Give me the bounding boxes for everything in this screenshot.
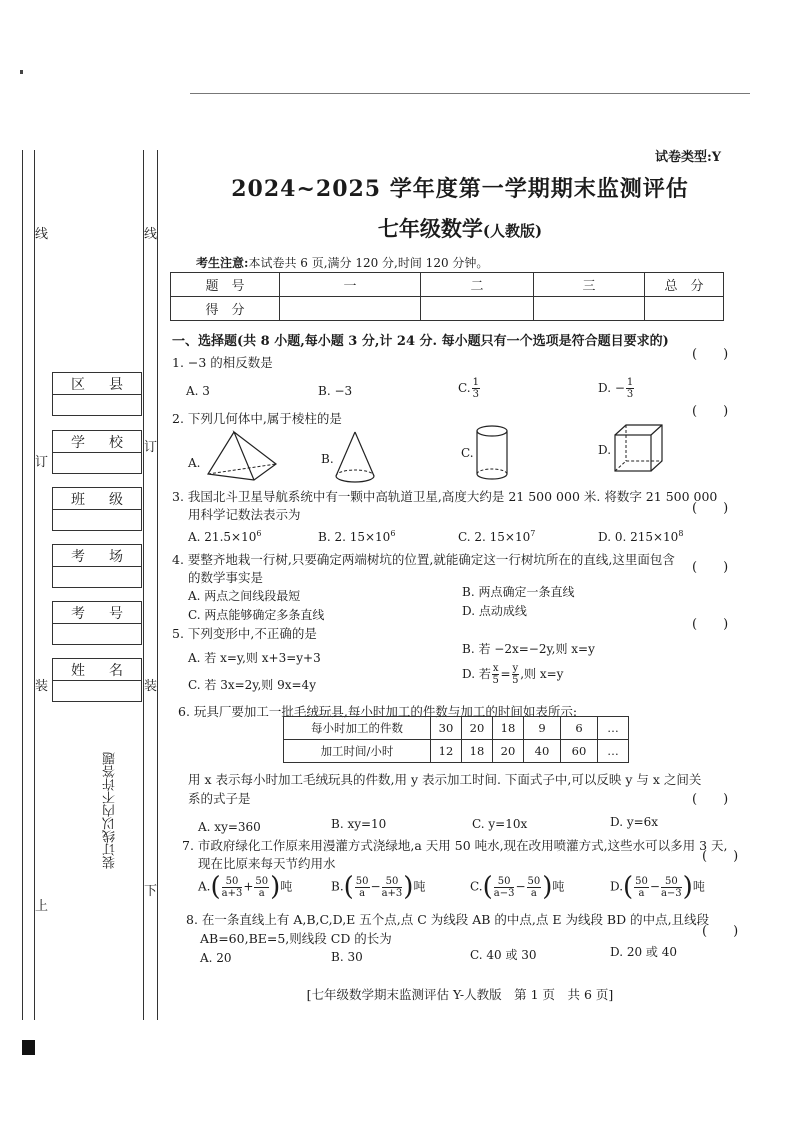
field-exam-number[interactable] [52,601,142,645]
fraction-denominator: a [530,887,537,899]
q2-answer-blank[interactable]: ( ) [692,404,729,419]
fraction-numerator: 1 [626,377,634,388]
q8-option-b: B. 30 [331,950,363,964]
field-label-char: 学 [71,434,85,451]
field-label-char: 区 [71,376,85,393]
fraction [661,876,682,899]
fraction [382,876,403,899]
fraction [492,663,500,686]
field-label-char: 考 [71,548,85,565]
fraction-denominator: a [638,887,645,899]
field-label-char: 县 [109,376,123,393]
paren: ) [403,872,414,902]
score-header-cell: 总 分 [645,273,724,297]
field-class[interactable] [52,487,142,531]
q6-option-c: C. y=10x [472,817,528,831]
fraction [494,876,515,899]
q3-stem-line2: 用科学记数法表示为 [188,507,301,522]
q6-stem: 6. 玩具厂要加工一批毛绒玩具,每小时加工的件数与加工的时间如表所示: [178,704,578,719]
field-blank[interactable] [52,623,142,645]
q7-stem-line1: 7. 市政府绿化工作原来用漫灌方式浇绿地,a 天用 50 吨水,现在改用喷灌方式,这些水可以多用 3 天, [182,838,728,853]
q7-option-b-label: B. [331,879,344,894]
q3-option-c [458,529,535,544]
exam-subtitle [180,213,740,243]
field-label-char: 考 [71,605,85,622]
q1-option-c-label: C. [458,381,471,395]
paren: ( [343,872,354,902]
q1-option-d [598,377,635,400]
fraction [626,377,634,400]
fraction-denominator: a+3 [381,887,403,899]
q3-option-a [188,529,261,544]
score-header-cell: 题 号 [171,273,280,297]
q6-table-cell: 60 [561,740,598,763]
q6-table-cell: 18 [462,740,493,763]
q5-stem: 5. 下列变形中,不正确的是 [172,626,317,641]
fraction-denominator: a−3 [493,887,515,899]
fraction-numerator: 50 [661,876,682,888]
fraction-numerator: x [492,663,499,674]
q3-stem-line1: 3. 我国北斗卫星导航系统中有一颗中高轨道卫星,高度大约是 21 500 000 米. 将数字 21 500 000 [172,489,718,504]
q7-option-a: A.( $\frac{50}{a+3}$ + $\frac{50}{a}$ )吨 [198,872,293,902]
q7-option-d-label: D. [610,879,624,894]
q2-option-d: D. [598,443,612,457]
triangular-pyramid-icon [204,430,280,482]
q6-table-cell: … [598,740,629,763]
q1-option-b: B. −3 [318,384,353,398]
unit: 吨 [552,879,565,894]
q6-table [283,716,629,763]
field-school[interactable] [52,430,142,474]
cube-icon [612,422,664,476]
fraction-numerator: 50 [222,876,243,888]
fraction-denominator: a−3 [660,887,682,899]
field-blank[interactable] [52,566,142,588]
score-table [170,272,724,321]
q7-stem-line2: 现在比原来每天节约用水 [198,856,336,871]
q1-stem: 1. −3 的相反数是 [172,355,273,370]
q8-answer-blank[interactable]: ( ) [702,924,739,939]
binding-line-outer [22,150,23,1020]
q2-option-c: C. [461,446,474,460]
field-district[interactable] [52,372,142,416]
q5-option-d [462,663,563,686]
binding-char-ding-right: 订 [144,440,158,455]
notice-text: 本试卷共 6 页,满分 120 分,时间 120 分钟。 [248,256,489,270]
score-label-cell: 得 分 [171,297,280,321]
q3-option-b-text: B. 2. 15×10 [318,530,391,544]
field-label-char: 姓 [71,662,85,679]
binding-line-2 [34,150,35,1020]
fraction-numerator: 1 [472,377,479,388]
fraction-numerator: 50 [494,876,515,888]
equals-sign: = [500,667,511,681]
binding-line-inner [157,150,158,1020]
binding-char-shang: 上 [35,899,49,914]
cone-icon [334,430,376,486]
field-label-char: 号 [109,605,123,622]
notice-label: 考生注意: [196,256,249,270]
binding-char-zhuang-left: 装 [35,679,49,694]
edition: (人教版) [482,222,543,240]
field-blank[interactable] [52,509,142,531]
exponent: 6 [390,529,396,538]
q2-stem: 2. 下列几何体中,属于棱柱的是 [172,411,342,426]
unit: 吨 [280,879,293,894]
score-cell[interactable] [280,297,421,321]
fraction-numerator: 50 [635,875,648,887]
score-header-cell: 二 [421,273,534,297]
fraction [634,876,649,899]
q1-option-a: A. 3 [186,384,210,398]
fraction-numerator: 50 [527,875,541,887]
binding-warning: 装订线以内不许答题 [103,752,118,869]
q6-table-cell: 18 [493,717,524,740]
fraction-denominator: 3 [626,389,634,400]
q3-answer-blank[interactable]: ( ) [692,501,729,516]
q5-option-c: C. 若 3x=2y,则 9x=4y [188,678,316,692]
fraction-numerator: 50 [355,875,369,887]
fraction [222,876,243,899]
q2-option-a: A. [188,456,201,470]
q4-stem-line2: 的数学事实是 [188,570,264,585]
exponent: 8 [678,529,684,538]
q5-option-a: A. 若 x=y,则 x+3=y+3 [188,651,321,665]
q5-option-d-pre: D. 若 [462,667,491,681]
fraction-denominator: 5 [512,675,519,686]
binding-char-xian-left: 线 [35,227,49,242]
fraction-denominator: a+3 [221,887,243,899]
field-label-char: 级 [109,491,123,508]
q3-option-c-text: C. 2. 15×10 [458,530,531,544]
field-name[interactable] [52,658,142,702]
fraction [254,876,269,899]
q5-option-b: B. 若 −2x=−2y,则 x=y [462,642,595,656]
cylinder-icon [474,424,510,482]
binding-char-ding-left: 订 [35,455,49,470]
field-blank[interactable] [52,394,142,416]
fraction [355,876,370,899]
q4-stem-line1: 4. 要整齐地栽一行树,只要确定两端树坑的位置,就能确定这一行树坑所在的直线,这里面包含 [172,552,675,567]
q6-option-b: B. xy=10 [331,817,387,831]
exponent: 7 [530,529,536,538]
exam-title: 2024~2025 学年度第一学期期末监测评估 [231,176,689,202]
subject-name: 七年级数学 [377,216,483,241]
paren: ) [542,872,553,902]
q3-option-b [318,529,395,544]
fraction-numerator: y [512,663,519,674]
q6-table-cell: 40 [524,740,561,763]
field-label-char: 校 [109,434,123,451]
paper-type: 试卷类型:Y [655,150,722,165]
q6-table-cell: 20 [493,740,524,763]
field-label-char: 名 [109,662,123,679]
score-cell[interactable] [534,297,645,321]
unit: 吨 [413,879,426,894]
q5-option-d-post: ,则 x=y [520,667,564,681]
q7-option-a-label: A. [198,879,211,894]
q6-table-label: 每小时加工的件数 [284,717,431,740]
fraction-denominator: 3 [472,389,479,400]
fraction [472,377,480,400]
q8-stem-line1: 8. 在一条直线上有 A,B,C,D,E 五个点,点 C 为线段 AB 的中点,点 E 为线段 BD 的中点,且线段 [186,912,710,927]
q6-answer-blank[interactable]: ( ) [692,792,729,807]
fraction [527,876,542,899]
q8-option-c: C. 40 或 30 [470,948,537,962]
q7-option-c-label: C. [470,879,483,894]
q7-option-d: D.( $\frac{50}{a}$ − $\frac{50}{a-3}$ )吨 [610,872,705,902]
page-footer: [七年级数学期末监测评估 Y-人教版 第 1 页 共 6 页] [306,987,614,1002]
q7-option-b: B.( $\frac{50}{a}$ − $\frac{50}{a+3}$ )吨 [331,872,426,902]
q6-table-cell: 30 [431,717,462,740]
q4-option-a: A. 两点之间线段最短 [188,589,301,603]
binding-char-zhuang-right: 装 [144,679,158,694]
exam-notice [196,254,488,271]
field-exam-room[interactable] [52,544,142,588]
q4-option-c: C. 两点能够确定多条直线 [188,608,325,622]
q5-answer-blank[interactable]: ( ) [692,617,729,632]
q6-option-d: D. y=6x [610,815,659,829]
q8-stem-line2: AB=60,BE=5,则线段 CD 的长为 [200,931,392,946]
q3-option-d-text: D. 0. 215×10 [598,530,679,544]
q6-option-a: A. xy=360 [198,820,261,834]
field-blank[interactable] [52,680,142,702]
scan-corner-mark [22,1040,35,1055]
q6-desc-line2: 系的式子是 [188,791,251,806]
fraction-denominator: 5 [492,675,499,686]
q8-option-d: D. 20 或 40 [610,945,677,959]
q4-option-b: B. 两点确定一条直线 [462,585,575,599]
fraction-numerator: 50 [382,876,403,888]
q6-table-label: 加工时间/小时 [284,740,431,763]
binding-char-xian-right: 线 [144,227,158,242]
paren: ( [623,872,634,902]
exponent: 6 [256,529,262,538]
paren: ) [682,872,693,902]
paren: ( [482,872,493,902]
q1-option-c [458,377,481,400]
q3-option-a-text: A. 21.5×10 [188,530,257,544]
q7-answer-blank[interactable]: ( ) [702,849,739,864]
score-header-cell: 三 [534,273,645,297]
q6-desc-line1: 用 x 表示每小时加工毛绒玩具的件数,用 y 表示加工时间. 下面式子中,可以反映 y 与 x 之间关 [188,772,702,787]
q1-answer-blank[interactable]: ( ) [692,347,729,362]
q6-table-cell: … [598,717,629,740]
q6-table-cell: 12 [431,740,462,763]
score-cell[interactable] [421,297,534,321]
q1-option-d-label: D. − [598,381,625,395]
field-label-char: 场 [109,548,123,565]
top-rule [190,93,750,94]
q6-table-cell: 9 [524,717,561,740]
paren: ) [270,872,281,902]
paren: ( [210,872,221,902]
q8-option-a: A. 20 [200,951,232,965]
q2-option-b: B. [321,452,334,466]
score-header-cell: 一 [280,273,421,297]
score-cell[interactable] [645,297,724,321]
fraction-denominator: a [359,887,366,899]
scan-speck [20,70,23,74]
field-label-char: 班 [71,491,85,508]
binding-char-xia: 下 [144,884,158,899]
q6-table-cell: 20 [462,717,493,740]
q7-option-c: C.( $\frac{50}{a-3}$ − $\frac{50}{a}$ )吨 [470,872,565,902]
q4-option-d: D. 点动成线 [462,604,527,618]
fraction-denominator: a [258,887,265,899]
fraction-numerator: 50 [255,875,269,887]
q4-answer-blank[interactable]: ( ) [692,560,729,575]
q3-option-d [598,529,683,544]
q6-table-cell: 6 [561,717,598,740]
section-heading: 一、选择题(共 8 小题,每小题 3 分,计 24 分. 每小题只有一个选项是符合题目要求的) [172,334,669,349]
field-blank[interactable] [52,452,142,474]
fraction [512,663,520,686]
unit: 吨 [692,879,705,894]
